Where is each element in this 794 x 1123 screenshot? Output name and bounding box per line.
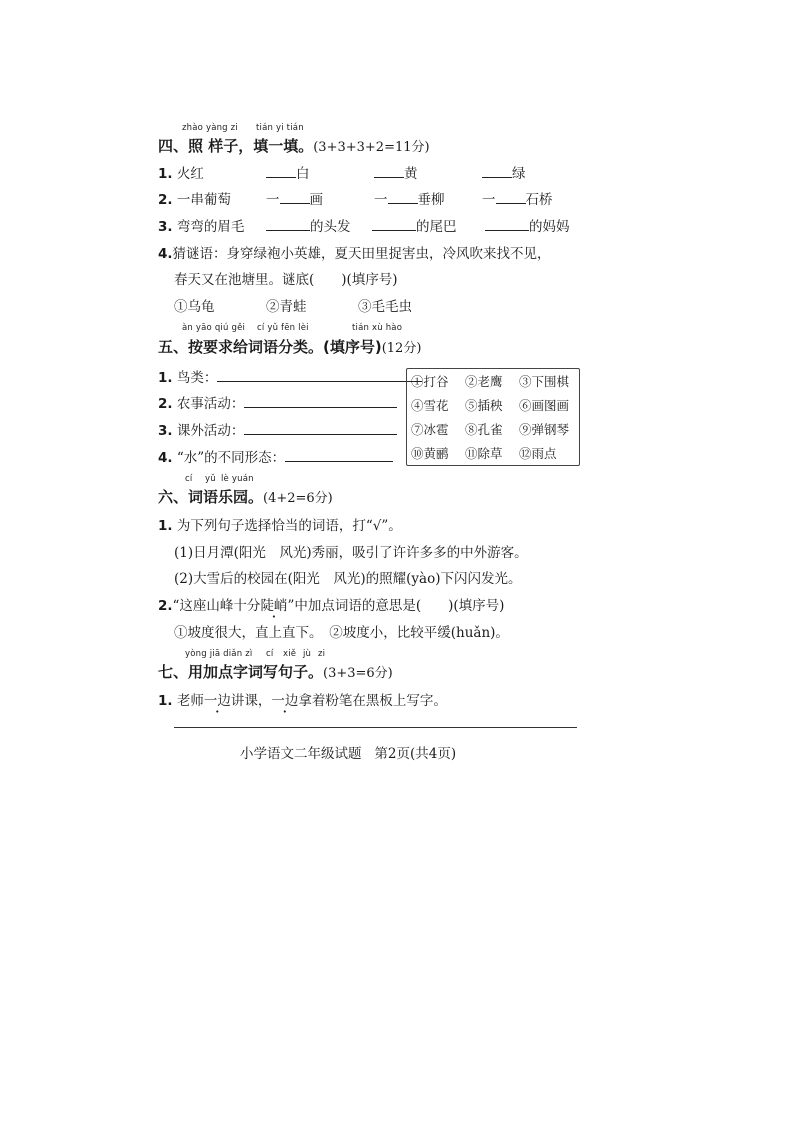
- answer-blank[interactable]: [266, 164, 296, 178]
- classify-row: [158, 419, 397, 439]
- sentence-text: 老师: [176, 693, 204, 709]
- classify-row: [158, 446, 393, 466]
- question-text: 为下列句子选择恰当的词语，打“√”。: [176, 518, 402, 534]
- word-option: ⑦冰雹: [411, 422, 449, 437]
- section-score: (4+2=6分): [263, 491, 333, 506]
- footer-divider: [174, 727, 577, 728]
- pinyin: tián xù hào: [352, 323, 403, 333]
- example-word: 火红: [176, 166, 204, 182]
- question-text: “这座山峰十分: [172, 598, 261, 614]
- pinyin: zi: [318, 649, 326, 659]
- answer-blank[interactable]: [280, 190, 310, 204]
- item-prefix: 一: [374, 192, 388, 208]
- item-text: 垂柳: [417, 192, 445, 208]
- sentence-text: 讲课，: [230, 693, 272, 709]
- question-7-1: [158, 689, 447, 709]
- dotted-word: 陡峭: [260, 598, 288, 614]
- item-prefix: 一: [266, 192, 280, 208]
- riddle-option: ②青蛙: [266, 299, 307, 315]
- riddle-line-1: 猜谜语：身穿绿袍小英雄，夏天田里捉害虫，冷风吹来找不见，: [172, 246, 551, 262]
- item-text: 白: [296, 166, 310, 182]
- section-7-title: [158, 661, 393, 682]
- word-option: ④雪花: [411, 398, 449, 413]
- question-text: ”中加点词语的意思是( )(填序号): [287, 598, 505, 614]
- word-option: ③下围棋: [519, 374, 570, 389]
- question-number: 2.: [158, 396, 173, 412]
- answer-blank[interactable]: [244, 421, 397, 435]
- dotted-word: 一边: [203, 693, 231, 709]
- item-text: 的头发: [310, 219, 351, 235]
- example-word: 一串葡萄: [176, 192, 231, 208]
- item-text: 画: [309, 192, 323, 208]
- answer-blank[interactable]: [485, 217, 529, 231]
- sentence-1: (1)日月潭(阳光 风光)秀丽，吸引了许许多多的中外游客。: [174, 545, 528, 561]
- row-label: 农事活动：: [176, 396, 245, 412]
- word-option: ⑧孔雀: [465, 422, 503, 437]
- pinyin: yǔ: [205, 474, 216, 484]
- page-footer: [240, 742, 456, 762]
- riddle-option: ①乌龟: [174, 299, 215, 315]
- question-number: 2.: [158, 192, 173, 208]
- section-6-title: [158, 486, 333, 507]
- question-4-3: [158, 215, 244, 235]
- pinyin: xiě: [283, 649, 297, 659]
- word-option: ①打谷: [411, 374, 449, 389]
- answer-blank[interactable]: [217, 368, 422, 382]
- classify-row: [158, 366, 422, 386]
- answer-blank[interactable]: [482, 164, 512, 178]
- word-option: ⑫雨点: [519, 446, 557, 461]
- section-title-text: 六、词语乐园。: [158, 488, 264, 506]
- answer-blank[interactable]: [372, 217, 416, 231]
- pinyin: cí: [266, 649, 274, 659]
- pinyin: tián yi tián: [256, 123, 304, 133]
- question-number: 1.: [158, 518, 173, 534]
- riddle-option: ③毛毛虫: [358, 299, 412, 315]
- question-4-3-item: [485, 215, 570, 235]
- example-word: 弯弯的眉毛: [176, 219, 245, 235]
- section-title-text: 七、用加点字词写句子。: [158, 663, 324, 681]
- question-number: 2.: [158, 598, 173, 614]
- footer-page-number: 第2页(共4页): [374, 746, 457, 762]
- pinyin: zhào yàng zi: [182, 123, 238, 133]
- answer-blank[interactable]: [374, 164, 404, 178]
- question-number: 1.: [158, 370, 173, 386]
- question-6-2-options: ①坡度很大，直上直下。 ②坡度小，比较平缓(huǎn)。: [174, 625, 509, 641]
- riddle-line-2: 春天又在池塘里。谜底( )(填序号): [174, 272, 398, 288]
- question-4-2: [158, 188, 231, 208]
- question-4-1-item: [266, 162, 310, 182]
- row-label: 课外活动：: [176, 423, 245, 439]
- answer-blank[interactable]: [266, 217, 310, 231]
- question-4-2-item: [266, 188, 323, 208]
- word-option: ②老鹰: [465, 374, 503, 389]
- item-text: 黄: [404, 166, 418, 182]
- item-text: 绿: [512, 166, 526, 182]
- footer-subject: 小学语文二年级试题: [240, 746, 362, 762]
- question-6-1: [158, 514, 402, 534]
- question-4-1-item: [482, 162, 526, 182]
- answer-blank[interactable]: [285, 448, 393, 462]
- sentence-text: 拿着粉笔在黑板上写字。: [298, 693, 447, 709]
- question-number: 3.: [158, 219, 173, 235]
- question-number: 4.: [158, 246, 173, 262]
- item-text: 石桥: [525, 192, 553, 208]
- word-option: ⑩黄鹂: [411, 446, 449, 461]
- pinyin: cí yǔ fēn lèi: [257, 323, 309, 333]
- question-number: 4.: [158, 450, 173, 466]
- classify-row: [158, 392, 397, 412]
- pinyin: jù: [303, 649, 312, 659]
- section-score: (3+3+3+2=11分): [313, 140, 430, 155]
- question-4-2-item: [374, 188, 445, 208]
- word-option: ⑥画图画: [519, 398, 570, 413]
- section-title-text: 五、按要求给词语分类。(填序号): [158, 338, 382, 356]
- section-title-text: 四、照 样子，填一填。: [158, 137, 314, 155]
- word-option: ⑤插秧: [465, 398, 503, 413]
- question-4-3-item: [266, 215, 351, 235]
- word-option: ⑨弹钢琴: [519, 422, 570, 437]
- row-label: 鸟类：: [176, 370, 218, 386]
- section-5-title: [158, 336, 421, 357]
- section-4-title: [158, 135, 430, 156]
- answer-blank[interactable]: [388, 190, 418, 204]
- answer-blank[interactable]: [244, 394, 397, 408]
- pinyin: lè yuán: [221, 474, 254, 484]
- section-score: (3+3=6分): [323, 666, 393, 681]
- pinyin: yòng jiā diǎn zì: [185, 649, 253, 659]
- dotted-word: 一边: [271, 693, 299, 709]
- question-number: 3.: [158, 423, 173, 439]
- question-number: 1.: [158, 166, 173, 182]
- pinyin: cí: [185, 474, 193, 484]
- sentence-2: (2)大雪后的校园在(阳光 风光)的照耀(yào)下闪闪发光。: [174, 571, 522, 587]
- question-number: 1.: [158, 693, 173, 709]
- section-score: (12分): [381, 341, 422, 356]
- item-text: 的妈妈: [529, 219, 570, 235]
- question-6-2: [158, 594, 504, 614]
- question-4-3-item: [372, 215, 457, 235]
- question-4-2-item: [482, 188, 553, 208]
- word-option: ⑪除草: [465, 446, 503, 461]
- question-4-4: [158, 242, 551, 262]
- pinyin: àn yāo qiú gěi: [182, 323, 246, 333]
- answer-blank[interactable]: [496, 190, 526, 204]
- item-prefix: 一: [482, 192, 496, 208]
- item-text: 的尾巴: [416, 219, 457, 235]
- question-4-1-item: [374, 162, 418, 182]
- question-4-1: [158, 162, 204, 182]
- row-label: “水”的不同形态：: [176, 450, 286, 466]
